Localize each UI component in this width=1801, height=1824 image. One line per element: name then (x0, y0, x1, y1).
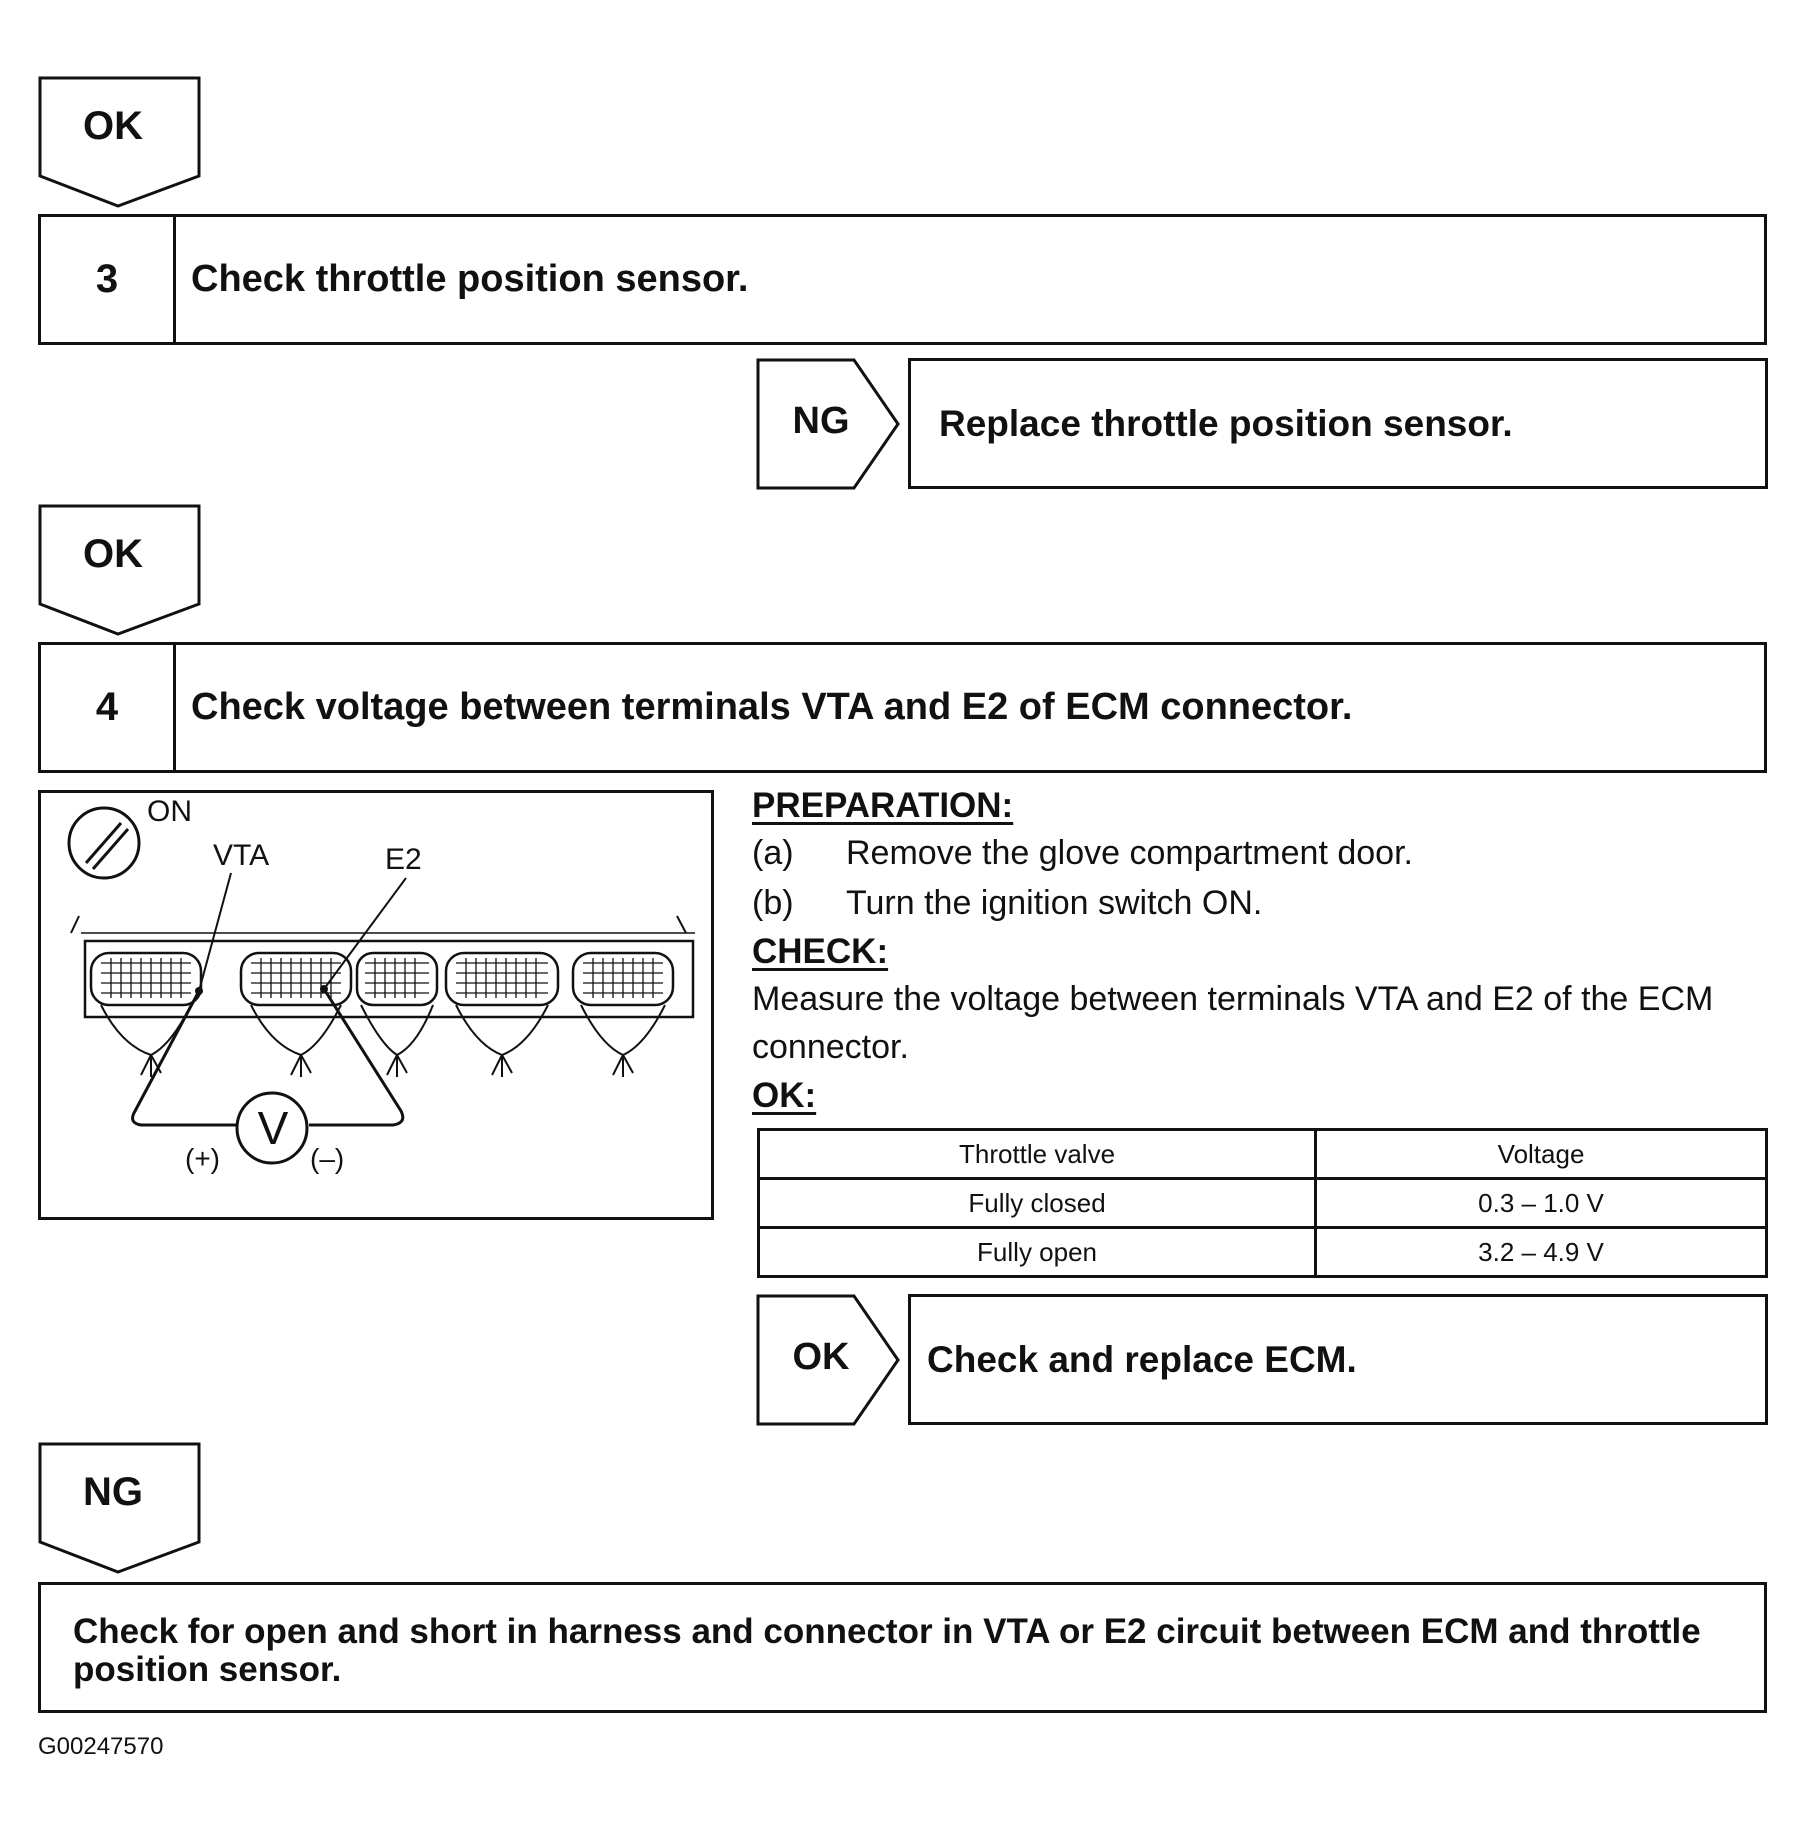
table-header-cell: Voltage (1316, 1130, 1767, 1179)
ng-tag-step3 (756, 358, 901, 492)
ng-tag-final (38, 1442, 204, 1576)
ok-spec-heading: OK: (752, 1076, 817, 1115)
ok-tag-2-label: OK (83, 532, 143, 576)
ok-tag-step4 (756, 1294, 901, 1428)
table-cell: Fully open (759, 1228, 1316, 1277)
e2-terminal-label: E2 (385, 843, 422, 876)
final-action-box (38, 1582, 1767, 1713)
negative-probe-lead (309, 989, 403, 1125)
step-4-box (38, 642, 1767, 773)
check-instruction-line2: connector. (752, 1028, 909, 1066)
replace-ecm-text: Check and replace ECM. (927, 1338, 1357, 1380)
table-header-cell: Throttle valve (759, 1130, 1316, 1179)
ng-tag-step3-label: NG (792, 400, 850, 442)
check-heading: CHECK: (752, 932, 889, 971)
table-header-row (759, 1130, 1767, 1179)
ok-tag-step4-label: OK (792, 1336, 850, 1378)
vta-terminal-label: VTA (213, 839, 270, 872)
replace-ecm-box (908, 1294, 1768, 1425)
prep-a-marker: (a) (752, 834, 794, 872)
vta-leader-line (199, 873, 231, 991)
preparation-heading: PREPARATION: (752, 786, 1014, 825)
ok-tag-1-label: OK (83, 104, 143, 148)
table-row (759, 1179, 1767, 1228)
ecm-connector-diagram (41, 793, 711, 1217)
replace-tps-box (908, 358, 1768, 489)
negative-label: (–) (310, 1143, 345, 1174)
prep-b-text: Turn the ignition switch ON. (846, 884, 1263, 922)
ng-tag-final-label: NG (83, 1470, 143, 1514)
table-cell: 0.3 – 1.0 V (1316, 1179, 1767, 1228)
ignition-key-icon (69, 808, 139, 878)
prep-a-text: Remove the glove compartment door. (846, 834, 1413, 872)
ok-tag-2 (38, 504, 204, 638)
step-3-title: Check throttle position sensor. (191, 258, 749, 300)
final-action-text: Check for open and short in harness and connector in VTA or E2 circuit between ECM and throttle position sensor. (73, 1612, 1701, 1689)
step-4-title: Check voltage between terminals VTA and E2 of ECM connector. (191, 686, 1353, 728)
table-cell: 3.2 – 4.9 V (1316, 1228, 1767, 1277)
check-instruction-line1: Measure the voltage between terminals VTA and E2 of the ECM (752, 980, 1714, 1018)
connector-blocks (91, 953, 673, 1005)
ignition-on-label: ON (147, 795, 192, 828)
voltage-spec-table (757, 1128, 1768, 1278)
ok-tag-1 (38, 76, 204, 210)
connector-illustration (38, 790, 714, 1220)
prep-b-marker: (b) (752, 884, 794, 922)
step-4-number: 4 (41, 645, 176, 770)
table-cell: Fully closed (759, 1179, 1316, 1228)
step-3-number: 3 (41, 217, 176, 342)
voltmeter-symbol: V (257, 1102, 289, 1154)
table-row (759, 1228, 1767, 1277)
positive-label: (+) (185, 1143, 220, 1174)
positive-probe-lead (133, 991, 236, 1125)
step-3-box (38, 214, 1767, 345)
replace-tps-text: Replace throttle position sensor. (939, 402, 1513, 444)
ecm-body (71, 916, 695, 1017)
figure-id: G00247570 (38, 1733, 164, 1760)
